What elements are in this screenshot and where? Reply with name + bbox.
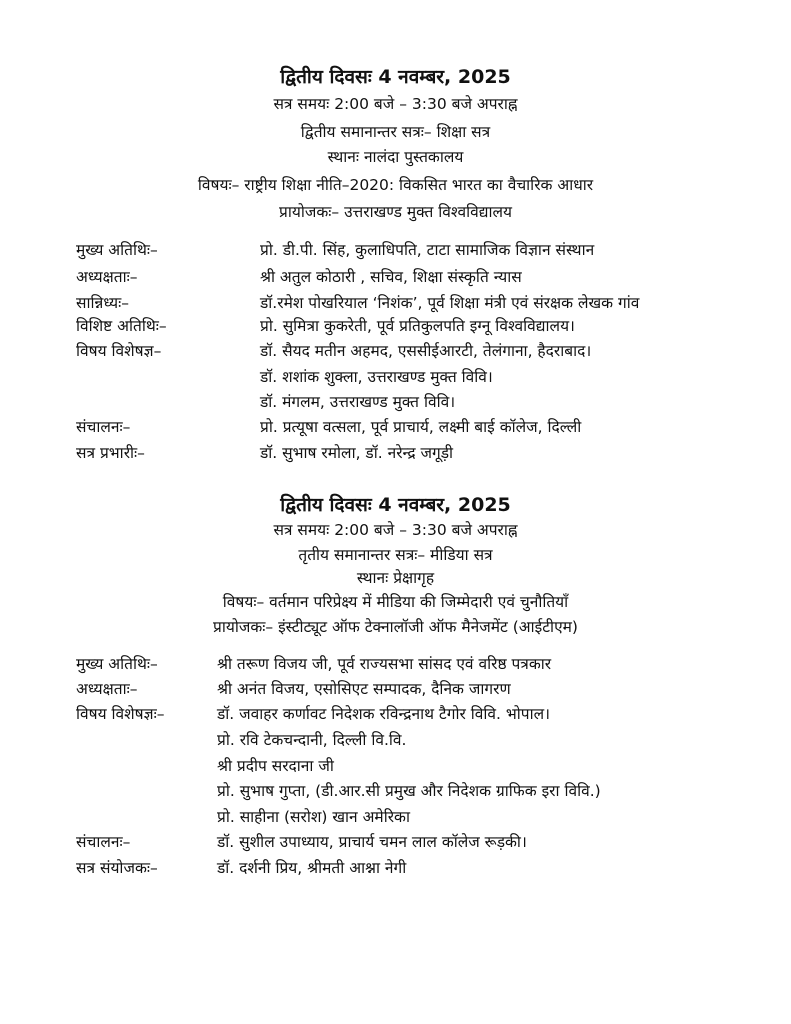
session-1-heading: द्वितीय दिवसः 4 नवम्बर, 2025 (280, 66, 511, 88)
row-label: अध्यक्षताः– (76, 680, 138, 698)
row-value: डॉ. सैयद मतीन अहमद, एससीईआरटी, तेलंगाना, हैदराबाद। (260, 342, 592, 360)
row-label: अध्यक्षताः– (76, 268, 138, 286)
session-2-sponsor: प्रायोजकः– इंस्टीट्यूट ऑफ टेक्नालॉजी ऑफ मैनेजमेंट (आईटीएम) (213, 618, 578, 636)
row-value: प्रो. प्रत्यूषा वत्सला, पूर्व प्राचार्य, लक्ष्मी बाई कॉलेज, दिल्ली (260, 418, 582, 436)
row-label: विषय विशेषज्ञः– (76, 705, 165, 723)
row-label: मुख्य अतिथिः– (76, 655, 158, 673)
session-2-name: तृतीय समानान्तर सत्रः– मीडिया सत्र (298, 546, 493, 564)
session-1-time: सत्र समयः 2:00 बजे – 3:30 बजे अपराह्न (273, 95, 518, 113)
row-label: सत्र प्रभारीः– (76, 444, 145, 462)
row-value: प्रो. साहीना (सरोश) खान अमेरिका (217, 808, 410, 826)
session-2-time: सत्र समयः 2:00 बजे – 3:30 बजे अपराह्न (273, 521, 518, 539)
row-value: प्रो. सुभाष गुप्ता, (डी.आर.सी प्रमुख और निदेशक ग्राफिक इरा विवि.) (217, 782, 601, 800)
session-1-name: द्वितीय समानान्तर सत्रः– शिक्षा सत्र (300, 123, 491, 141)
row-value: डॉ.रमेश पोखरियाल ‘निशंक’, पूर्व शिक्षा मंत्री एवं संरक्षक लेखक गांव (260, 294, 640, 312)
row-value: प्रो. रवि टेकचन्दानी, दिल्ली वि.वि. (217, 731, 407, 749)
session-1-venue: स्थानः नालंदा पुस्तकालय (327, 148, 464, 166)
row-value: प्रो. सुमित्रा कुकरेती, पूर्व प्रतिकुलपति इग्नू विश्वविद्यालय। (260, 317, 575, 335)
row-value: डॉ. मंगलम, उत्तराखण्ड मुक्त विवि। (260, 393, 456, 411)
row-label: संचालनः– (76, 418, 131, 436)
row-value: श्री अतुल कोठारी , सचिव, शिक्षा संस्कृति न्यास (260, 268, 522, 286)
row-value: डॉ. शशांक शुक्ला, उत्तराखण्ड मुक्त विवि। (260, 368, 493, 386)
session-1-topic: विषयः– राष्ट्रीय शिक्षा नीति–2020: विकसित भारत का वैचारिक आधार (197, 176, 594, 194)
session-2-heading: द्वितीय दिवसः 4 नवम्बर, 2025 (280, 494, 511, 516)
session-2-venue: स्थानः प्रेक्षागृह (356, 569, 435, 587)
row-value: डॉ. सुभाष रमोला, डॉ. नरेन्द्र जगूड़ी (260, 444, 454, 462)
row-label: सत्र संयोजकः– (76, 859, 158, 877)
row-label: विशिष्ट अतिथिः– (76, 317, 167, 335)
row-label: विषय विशेषज्ञ– (76, 342, 162, 360)
row-label: सान्निध्यः– (76, 294, 130, 312)
session-2-topic: विषयः– वर्तमान परिप्रेक्ष्य में मीडिया की जिम्मेदारी एवं चुनौतियाँ (222, 593, 569, 611)
row-value: प्रो. डी.पी. सिंह, कुलाधिपति, टाटा सामाजिक विज्ञान संस्थान (260, 241, 595, 259)
row-label: संचालनः– (76, 833, 131, 851)
row-value: डॉ. जवाहर कर्णावट निदेशक रविन्द्रनाथ टैगोर विवि. भोपाल। (217, 705, 550, 723)
row-value: श्री अनंत विजय, एसोसिएट सम्पादक, दैनिक जागरण (217, 680, 511, 698)
row-value: श्री तरूण विजय जी, पूर्व राज्यसभा सांसद एवं वरिष्ठ पत्रकार (217, 655, 552, 673)
row-label: मुख्य अतिथिः– (76, 241, 158, 259)
row-value: श्री प्रदीप सरदाना जी (217, 757, 334, 775)
row-value: डॉ. दर्शनी प्रिय, श्रीमती आश्ना नेगी (217, 859, 407, 877)
row-value: डॉ. सुशील उपाध्याय, प्राचार्य चमन लाल कॉलेज रूड़की। (217, 833, 527, 851)
session-1-sponsor: प्रायोजकः– उत्तराखण्ड मुक्त विश्वविद्यालय (279, 203, 512, 221)
